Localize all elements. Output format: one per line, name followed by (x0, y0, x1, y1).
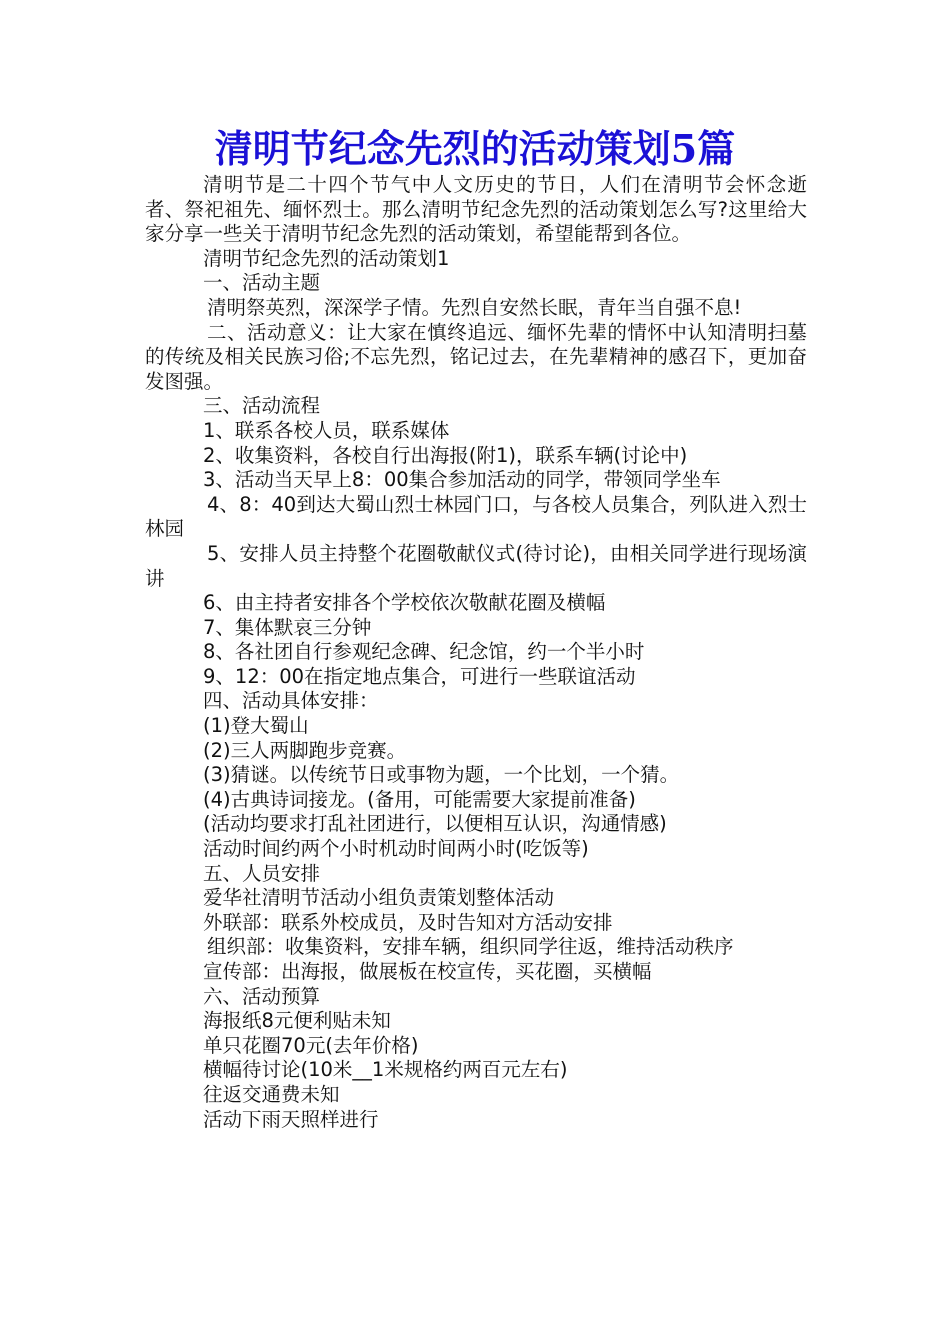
heading-budget: 六、活动预算 (203, 984, 321, 1008)
process-step: 8、各社团自行参观纪念碑、纪念馆，约一个半小时 (203, 640, 645, 664)
staff-item: 宣传部：出海报，做展板在校宣传，买花圈，买横幅 (203, 960, 652, 983)
staff-item: 外联部：联系外校成员，及时告知对方活动安排 (203, 910, 613, 934)
budget-item: 活动下雨天照样进行 (203, 1107, 379, 1131)
process-step: 3、活动当天早上8：00集合参加活动的同学，带领同学坐车 (203, 468, 721, 492)
process-step: 4、8：40到达大蜀山烈士林园门口，与各校人员集合，列队进入烈士林园 (145, 492, 807, 541)
budget-item: 往返交通费未知 (203, 1082, 340, 1106)
process-step: 1、联系各校人员，联系媒体 (203, 418, 450, 442)
process-step: 7、集体默哀三分钟 (203, 615, 372, 639)
budget-item: 海报纸8元便利贴未知 (203, 1009, 391, 1033)
arrangement-item: (1)登大蜀山 (203, 714, 309, 738)
theme-paragraph: 清明祭英烈，深深学子情。先烈自安然长眠，青年当自强不息! (207, 295, 742, 319)
process-step: 2、收集资料，各校自行出海报(附1)，联系车辆(讨论中) (203, 443, 688, 467)
process-step: 5、安排人员主持整个花圈敬献仪式(待讨论)，由相关同学进行现场演讲 (145, 541, 807, 590)
arrangement-item: (2)三人两脚跑步竞赛。 (203, 738, 407, 762)
intro-paragraph: 清明节是二十四个节气中人文历史的节日，人们在清明节会怀念逝者、祭祀祖先、缅怀烈士。那么清明节纪念先烈的活动策划怎么写?这里给大家分享一些关于清明节纪念先烈的活动策划，希望能帮到各位。 (145, 173, 807, 246)
section-heading-plan-1: 清明节纪念先烈的活动策划1 (203, 246, 450, 270)
heading-process: 三、活动流程 (203, 394, 321, 418)
heading-theme: 一、活动主题 (203, 271, 321, 295)
arrangement-item: (4)古典诗词接龙。(备用，可能需要大家提前准备) (203, 787, 636, 811)
arrangement-note: 活动时间约两个小时机动时间两小时(吃饭等) (203, 837, 589, 861)
arrangement-note: (活动均要求打乱社团进行，以便相互认识，沟通情感) (203, 812, 667, 836)
budget-item: 单只花圈70元(去年价格) (203, 1033, 419, 1057)
heading-staff: 五、人员安排 (203, 861, 321, 885)
staff-item: 组织部：收集资料，安排车辆，组织同学往返，维持活动秩序 (207, 935, 734, 959)
heading-arrangement: 四、活动具体安排： (203, 689, 379, 713)
significance-paragraph: 二、活动意义：让大家在慎终追远、缅怀先辈的情怀中认知清明扫墓的传统及相关民族习俗;不忘先烈，铭记过去，在先辈精神的感召下，更加奋发图强。 (145, 320, 807, 393)
process-step: 9、12：00在指定地点集合，可进行一些联谊活动 (203, 664, 636, 688)
document-title: 清明节纪念先烈的活动策划5篇 (214, 126, 736, 171)
budget-item: 横幅待讨论(10米__1米规格约两百元左右) (203, 1058, 568, 1082)
document-body (145, 173, 807, 1132)
process-step: 6、由主持者安排各个学校依次敬献花圈及横幅 (203, 591, 606, 615)
arrangement-item: (3)猜谜。以传统节日或事物为题，一个比划，一个猜。 (203, 763, 680, 787)
staff-item: 爱华社清明节活动小组负责策划整体活动 (203, 886, 555, 910)
